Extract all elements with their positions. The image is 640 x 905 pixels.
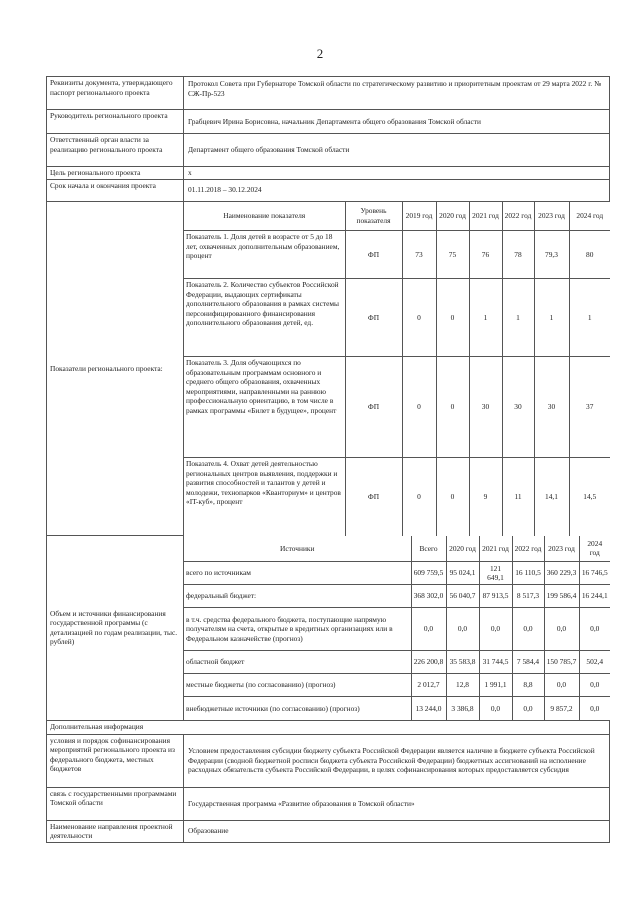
year-header: 2023 год [534, 202, 569, 231]
page-number: 2 [316, 46, 324, 61]
indicator-value: 78 [502, 231, 534, 279]
indicator-row [184, 357, 610, 458]
indicator-row [184, 279, 610, 357]
row-leader [47, 110, 610, 134]
indicator-value: 1 [469, 279, 502, 357]
year-header: 2024 год [569, 202, 610, 231]
additional-info-heading: Дополнительная информация [47, 720, 610, 734]
finance-value: 0,0 [479, 608, 512, 651]
goal-label: Цель регионального проекта [47, 167, 184, 180]
indicator-level: ФП [345, 231, 402, 279]
year-header: 2020 год [436, 202, 469, 231]
finance-source: местные бюджеты (по согласованию) (прогноз) [184, 674, 411, 697]
row-additional [47, 720, 610, 734]
finance-row [184, 585, 610, 608]
indicator-row [184, 458, 610, 536]
finance-value: 0,0 [479, 697, 512, 720]
program-link-value: Государственная программа «Развитие образования в Томской области» [184, 787, 610, 820]
finance-row [184, 608, 610, 651]
finance-total: 368 302,0 [411, 585, 446, 608]
finance-value: 0,0 [544, 674, 579, 697]
indicators-cell [184, 201, 610, 536]
authority-value: Департамент общего образования Томской области [184, 134, 610, 167]
indicator-value: 30 [502, 357, 534, 458]
cofinancing-label: условия и порядок софинансирования мероприятий регионального проекта из федерального бюджета, местных бюджетов [47, 734, 184, 787]
indicator-value: 73 [402, 231, 436, 279]
indicator-name-header: Наименование показателя [184, 202, 345, 231]
indicator-level: ФП [345, 279, 402, 357]
finance-value: 3 386,8 [446, 697, 479, 720]
year-header: 2022 год [502, 202, 534, 231]
finance-value: 121 649,1 [479, 562, 512, 585]
indicator-value: 1 [534, 279, 569, 357]
indicator-value: 14,1 [534, 458, 569, 536]
row-cofinancing [47, 734, 610, 787]
finance-value: 56 040,7 [446, 585, 479, 608]
finance-source: всего по источникам [184, 562, 411, 585]
finance-value: 0,0 [446, 608, 479, 651]
indicator-value: 30 [469, 357, 502, 458]
requisites-label: Реквизиты документа, утверждающего паспорт регионального проекта [47, 77, 184, 110]
finance-total: 609 759,5 [411, 562, 446, 585]
finance-value: 16 746,5 [579, 562, 610, 585]
indicator-value: 14,5 [569, 458, 610, 536]
finance-value: 0,0 [512, 608, 544, 651]
indicator-value: 30 [534, 357, 569, 458]
finance-value: 9 857,2 [544, 697, 579, 720]
finance-total: 226 200,8 [411, 651, 446, 674]
source-header: Источники [184, 536, 411, 562]
program-link-label: связь с государственными программами Томской области [47, 787, 184, 820]
indicator-value: 11 [502, 458, 534, 536]
indicator-value: 79,3 [534, 231, 569, 279]
row-finance [47, 536, 610, 721]
requisites-value: Протокол Совета при Губернаторе Томской области по стратегическому развитию и приоритетным проектам от 29 марта 2022 г. № СЖ-Пр-523 [184, 77, 610, 110]
finance-value: 87 913,5 [479, 585, 512, 608]
finance-value: 95 024,1 [446, 562, 479, 585]
finance-total: 0,0 [411, 608, 446, 651]
finance-value: 12,8 [446, 674, 479, 697]
finance-row [184, 651, 610, 674]
finance-label: Объем и источники финансирования государственной программы (с детализацией по годам реализации, тыс. рублей) [47, 536, 184, 721]
year-header: 2024 год [579, 536, 610, 562]
direction-value: Образование [184, 820, 610, 842]
indicator-value: 0 [436, 279, 469, 357]
row-authority [47, 134, 610, 167]
indicator-name: Показатель 2. Количество субъектов Российской Федерации, выдающих сертификаты дополнительного образования в рамках системы персонифицированного финансирования дополнительного образования детей, ед. [184, 279, 345, 357]
period-label: Срок начала и окончания проекта [47, 179, 184, 201]
finance-table [184, 536, 610, 720]
finance-source: областной бюджет [184, 651, 411, 674]
finance-value: 8 517,3 [512, 585, 544, 608]
row-period [47, 179, 610, 201]
finance-value: 0,0 [544, 608, 579, 651]
indicator-value: 0 [402, 279, 436, 357]
finance-value: 1 991,1 [479, 674, 512, 697]
finance-value: 0,0 [579, 697, 610, 720]
finance-total: 13 244,0 [411, 697, 446, 720]
row-goal [47, 167, 610, 180]
indicator-value: 76 [469, 231, 502, 279]
indicator-name: Показатель 1. Доля детей в возрасте от 5 до 18 лет, охваченных дополнительным образованием, процент [184, 231, 345, 279]
finance-source: внебюджетные источники (по согласованию) (прогноз) [184, 697, 411, 720]
indicator-value: 0 [436, 357, 469, 458]
row-requisites [47, 77, 610, 110]
indicator-value: 9 [469, 458, 502, 536]
cofinancing-value: Условием предоставления субсидии бюджету субъекта Российской Федерации является наличие в бюджете субъекта Российской Федерации (сводной бюджетной росписи бюджета субъекта Российской Федерации) бюджетных ассигнований на исполнение расходных обязательств субъекта Российской Федерации, в целях софинансирования которых предоставляется субсидия [184, 734, 610, 787]
row-program-link [47, 787, 610, 820]
leader-value: Грабцевич Ирина Борисовна, начальник Департамента общего образования Томской области [184, 110, 610, 134]
year-header: 2020 год [446, 536, 479, 562]
indicator-row [184, 231, 610, 279]
finance-value: 150 785,7 [544, 651, 579, 674]
finance-value: 0,0 [579, 674, 610, 697]
finance-cell [184, 536, 610, 721]
finance-value: 35 583,8 [446, 651, 479, 674]
period-value: 01.11.2018 – 30.12.2024 [184, 179, 610, 201]
finance-header [184, 536, 610, 562]
total-header: Всего [411, 536, 446, 562]
indicator-value: 80 [569, 231, 610, 279]
row-indicators [47, 201, 610, 536]
finance-source: в т.ч. средства федерального бюджета, поступающие напрямую получателям на счета, открытые в кредитных организациях или в Федеральном казначействе (прогноз) [184, 608, 411, 651]
year-header: 2021 год [469, 202, 502, 231]
indicator-level: ФП [345, 357, 402, 458]
indicator-name: Показатель 4. Охват детей деятельностью региональных центров выявления, поддержки и развития способностей и талантов у детей и молодежи, технопарков «Кванториум» и центров «IT-куб», процент [184, 458, 345, 536]
authority-label: Ответственный орган власти за реализацию регионального проекта [47, 134, 184, 167]
finance-row [184, 697, 610, 720]
finance-value: 8,8 [512, 674, 544, 697]
indicator-value: 1 [502, 279, 534, 357]
finance-row [184, 562, 610, 585]
direction-label: Наименование направления проектной деятельности [47, 820, 184, 842]
year-header: 2023 год [544, 536, 579, 562]
indicators-label: Показатели регионального проекта: [47, 201, 184, 536]
year-header: 2019 год [402, 202, 436, 231]
indicator-value: 0 [402, 458, 436, 536]
finance-value: 31 744,5 [479, 651, 512, 674]
goal-value: х [184, 167, 610, 180]
finance-total: 2 012,7 [411, 674, 446, 697]
indicator-value: 0 [436, 458, 469, 536]
indicator-value: 37 [569, 357, 610, 458]
indicator-level-header: Уровень показателя [345, 202, 402, 231]
finance-value: 360 229,3 [544, 562, 579, 585]
year-header: 2021 год [479, 536, 512, 562]
year-header: 2022 год [512, 536, 544, 562]
indicator-name: Показатель 3. Доля обучающихся по образовательным программам основного и среднего общего образования, охваченных мероприятиями, направленными на раннюю профессиональную ориентацию, в том числе в рамках программы «Билет в будущее», процент [184, 357, 345, 458]
finance-value: 0,0 [512, 697, 544, 720]
finance-source: федеральный бюджет: [184, 585, 411, 608]
finance-row [184, 674, 610, 697]
indicators-table [184, 202, 610, 536]
finance-value: 7 584,4 [512, 651, 544, 674]
finance-value: 16 110,5 [512, 562, 544, 585]
passport-table [46, 76, 610, 843]
indicator-level: ФП [345, 458, 402, 536]
finance-value: 16 244,1 [579, 585, 610, 608]
indicators-header [184, 202, 610, 231]
leader-label: Руководитель регионального проекта [47, 110, 184, 134]
indicator-value: 75 [436, 231, 469, 279]
indicator-value: 0 [402, 357, 436, 458]
finance-value: 199 586,4 [544, 585, 579, 608]
finance-value: 502,4 [579, 651, 610, 674]
finance-value: 0,0 [579, 608, 610, 651]
indicator-value: 1 [569, 279, 610, 357]
row-direction [47, 820, 610, 842]
